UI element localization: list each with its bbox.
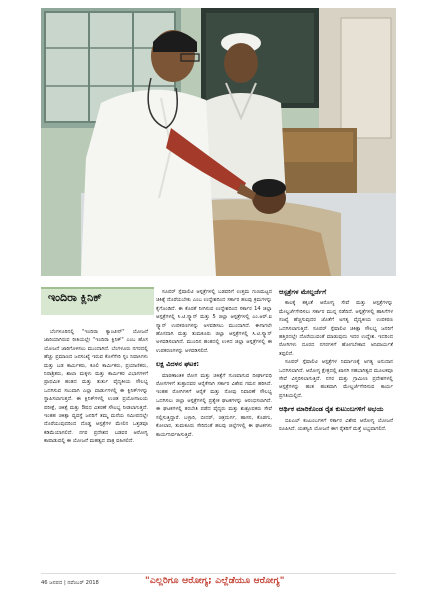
- paragraph: ಬಿಪಿಎಲ್ ಕುಟುಂಬಗಳಿಗೆ ಸರ್ಕಾರ ವಿಶೇಷ ಆರೋಗ್ಯ ಯೋಜನೆ ರೂಪಿಸಿದೆ. ಯಶಸ್ವಿನಿ ಯೋಜನೆ ಈಗ ರೈತರಿಗೆ ಮತ್ತೆ ಲಭ್ಯವಾಗಲಿದೆ.: [279, 417, 393, 433]
- paragraph: ಬೆಂಗಳೂರಿನಲ್ಲಿ "ಇಂದಿರಾ ಕ್ಯಾಂಟೀನ್" ಯೋಜನೆ ಜಾರಿಯಾಗಿರುವ ರೀತಿಯಲ್ಲೇ "ಇಂದಿರಾ ಕ್ಲಿನಿಕ್" ಎಂಬ ಹೊಸ ಯೋಜನೆ ಜಾರಿಗೊಳಿಸಲು ಮುಂದಾಗಿದೆ. ಬೆಂಗಳೂರು ನಗರದಲ್ಲಿ ಹೆಚ್ಚು ಪ್ರಮಾಣದ ಜನಸಂಖ್ಯೆ ಇರುವ ಕೊಳೆಗೇರಿ ಸ್ಲಂ ನಿವಾಸಿಗಳು ಮತ್ತು ಬಡ ಕಾರ್ಮಿಕರು, ಕೂಲಿ ಕಾರ್ಮಿಕರು, ಪ್ರಯಾಣಿಕರು, ನಿರಾಶ್ರಿತರು, ಶಾಲಾ ಮಕ್ಕಳು ಮತ್ತು ಕಾರ್ಮಿಕರ ವಿಭಾಗಗಳಿಗೆ ಪ್ರಾಥಮಿಕ ಹಂತದ ಮತ್ತು ತುರ್ತು ವೈದ್ಯಕೀಯ ಸೌಲಭ್ಯ ಒದಗಿಸುವ ಸಲುವಾಗಿ ಎಲ್ಲಾ ವಾರ್ಡುಗಳಲ್ಲಿ ಈ ಕ್ಲಿನಿಕ್‌ಗಳನ್ನು ಸ್ಥಾಪಿಸಲಾಗುತ್ತದೆ. ಈ ಕ್ಲಿನಿಕ್‌ಗಳಲ್ಲಿ ಉಚಿತ ಪ್ರಯೋಗಾಲಯ ಪರೀಕ್ಷೆ, ಚಿಕಿತ್ಸೆ ಮತ್ತು ಔಷಧ ವಿತರಣೆ ಸೌಲಭ್ಯ ನೀಡಲಾಗುತ್ತದೆ. ಇಂತಹ ಚಿಕಿತ್ಸಾ ವ್ಯವಸ್ಥೆ ಜನರಿಗೆ ತಮ್ಮ ಮನೆಯ ಸಮೀಪದಲ್ಲೇ ದೊರೆಯುವುದರಿಂದ ದೊಡ್ಡ ಆಸ್ಪತ್ರೆಗಳ ಮೇಲಿನ ಒತ್ತಡವೂ ಕಡಿಮೆಯಾಗಲಿದೆ. ನಗರ ಪ್ರದೇಶದ ಬಡವರ ಆರೋಗ್ಯ ಕಾಪಾಡುವಲ್ಲಿ ಈ ಯೋಜನೆ ಮಹತ್ವದ ಪಾತ್ರ ವಹಿಸಲಿದೆ.: [44, 329, 148, 445]
- footer-rule: [41, 573, 396, 574]
- footer-slogan: "ಎಲ್ಲರಿಗೂ ಆರೋಗ್ಯ; ಎಲ್ಲೆಡೆಯೂ ಆರೋಗ್ಯ": [145, 576, 285, 586]
- paragraph: ಸೂಪರ್ ಸ್ಪೆಷಾಲಿಟಿ ಆಸ್ಪತ್ರೆಗಳಲ್ಲಿ ಬಡವರಿಗೆ ಉತ್ತಮ ಗುಣಮಟ್ಟದ ಚಿಕಿತ್ಸೆ ದೊರೆಯಬೇಕು ಎಂಬ ಉದ್ದೇಶದಿಂದ ಸರ್ಕಾರ ಹಲವು ಕ್ರಮಗಳನ್ನು ಕೈಗೊಂಡಿದೆ. ಈ ಕೊರತೆ ನೀಗಿಸುವ ಉದ್ದೇಶದಿಂದ ಸರ್ಕಾರ 14 ಜಿಲ್ಲಾ ಆಸ್ಪತ್ರೆಗಳಲ್ಲಿ ಸಿ.ಟಿ.ಸ್ಕ್ಯಾನ್ ಮತ್ತು 5 ಜಿಲ್ಲಾ ಆಸ್ಪತ್ರೆಗಳಲ್ಲಿ ಎಂ.ಆರ್.ಐ ಸ್ಕ್ಯಾನ್ ಉಪಕರಣಗಳನ್ನು ಅಳವಡಿಸಲು ಮುಂದಾಗಿದೆ. ಈಗಾಗಲೇ ಹೊಸದಾಗಿ ಮತ್ತು ತುಮಕೂರು ಜಿಲ್ಲಾ ಆಸ್ಪತ್ರೆಗಳಲ್ಲಿ ಸಿ.ಟಿ.ಸ್ಕ್ಯಾನ್ ಅಳವಡಿಸಲಾಗಿದೆ. ಮುಂದಿನ ಹಂತದಲ್ಲಿ ಉಳಿದ ಜಿಲ್ಲಾ ಆಸ್ಪತ್ರೆಗಳಲ್ಲಿ ಈ ಉಪಕರಣಗಳನ್ನು ಅಳವಡಿಸಲಿದೆ.: [156, 289, 272, 354]
- article-title: ಇಂದಿರಾ ಕ್ಲಿನಿಕ್: [48, 291, 102, 304]
- column-2: [156, 288, 272, 439]
- subheading: ಆರ್ಥಿಕ ಮಾರಿಕೊಂಡ ರೈತ ಕುಟುಂಬಗಳಿಗೆ ಅಭಯ: [279, 405, 384, 414]
- paragraph: ಕಾಲಕ್ಕೆ ತಕ್ಕಂತೆ ಆರೋಗ್ಯ ಸೇವೆ ಮತ್ತು ಆಸ್ಪತ್ರೆಗಳನ್ನು ಮೇಲ್ದರ್ಜೆಗೇರಿಸಲು ಸರ್ಕಾರ ಮುನ್ನ ನಡೆದಿದೆ. ಆಸ್ಪತ್ರೆಗಳಲ್ಲಿ ಹಾಸಿಗೆಗಳ ಸಂಖ್ಯೆ ಹೆಚ್ಚಿಸುವುದರ ಜೊತೆಗೆ ಅಗತ್ಯ ವೈದ್ಯಕೀಯ ಉಪಕರಣ ಒದಗಿಸಲಾಗುತ್ತಿದೆ. ಸೂಪರ್ ಸ್ಪೆಷಾಲಿಟಿ ಚಿಕಿತ್ಸಾ ಸೌಲಭ್ಯ ಜನರಿಗೆ ಹತ್ತಿರದಲ್ಲೇ ದೊರೆಯುವಂತೆ ಮಾಡುವುದು ಇದರ ಉದ್ದೇಶ. ಇದರಿಂದ ರೋಗಿಗಳು ದೂರದ ನಗರಗಳಿಗೆ ಹೋಗಬೇಕಾದ ಅನಿವಾರ್ಯತೆ ತಪ್ಪಲಿದೆ.: [279, 300, 393, 357]
- subheading: ಲಕ್ಷ ವಿದಳನ ಘಟಕ:: [156, 360, 200, 369]
- paragraph: ಮಾರಣಾಂತಿಕ ರೋಗ ಮತ್ತು ಚಿಕಿತ್ಸೆಗೆ ಗುಣವಾಗುವ ದೀರ್ಘಾವಧಿ ರೋಗಗಳಿಗೆ ತುತ್ತಾದವರ ಆರೈಕೆಗಾಗಿ ಸರ್ಕಾರ ವಿಶೇಷ ಗಮನ ಹರಿಸಿದೆ. ಇಂತಹ ರೋಗಿಗಳಿಗೆ ಆರೈಕೆ ಮತ್ತು ನೋವು ನಿವಾರಣೆ ಸೌಲಭ್ಯ ಒದಗಿಸಲು ಜಿಲ್ಲಾ ಆಸ್ಪತ್ರೆಗಳಲ್ಲಿ ಪ್ರತ್ಯೇಕ ಘಟಕಗಳನ್ನು ಆರಂಭಿಸಲಾಗಿದೆ. ಈ ಘಟಕಗಳಲ್ಲಿ ತರಬೇತಿ ಪಡೆದ ವೈದ್ಯರು ಮತ್ತು ಶುಶ್ರೂಷಕರು ಸೇವೆ ಸಲ್ಲಿಸುತ್ತಿದ್ದಾರೆ. ಬಳ್ಳಾರಿ, ಬೀದರ್, ಚಿತ್ರದುರ್ಗ, ಹಾಸನ, ಕೊಡಗು, ಕೋಲಾರ, ತುಮಕೂರು ಸೇರಿದಂತೆ ಹಲವು ಜಿಲ್ಲೆಗಳಲ್ಲಿ ಈ ಘಟಕಗಳು ಕಾರ್ಯನಿರ್ವಹಿಸುತ್ತಿವೆ.: [156, 372, 272, 438]
- paragraph: ಸೂಪರ್ ಸ್ಪೆಷಾಲಿಟಿ ಆಸ್ಪತ್ರೆಗಳ ನಿರ್ಮಾಣಕ್ಕೆ ಅಗತ್ಯ ಅನುದಾನ ಒದಗಿಸಲಾಗಿದೆ. ಆರೋಗ್ಯ ಕ್ಷೇತ್ರದಲ್ಲಿ ಖಾಸಗಿ ಸಹಭಾಗಿತ್ವದ ಮೂಲಕವೂ ಸೇವೆ ವಿಸ್ತರಿಸಲಾಗುತ್ತಿದೆ. ನಗರ ಮತ್ತು ಗ್ರಾಮೀಣ ಪ್ರದೇಶಗಳಲ್ಲಿ ಆಸ್ಪತ್ರೆಗಳನ್ನು ಹಂತ ಹಂತವಾಗಿ ಮೇಲ್ದರ್ಜೆಗೇರಿಸುವ ಕಾರ್ಯ ಪ್ರಗತಿಯಲ್ಲಿದೆ.: [279, 359, 393, 399]
- page-folio: 46 ಜನಪದ | ನವೆಂಬರ್ 2018: [41, 580, 99, 586]
- column-3: [279, 288, 393, 434]
- subheading: ಆಸ್ಪತ್ರೆಗಳ ಮೇಲ್ದರ್ಜೆಗೆ: [279, 288, 327, 296]
- column-1: [44, 328, 148, 446]
- hospital-photo: [41, 8, 396, 276]
